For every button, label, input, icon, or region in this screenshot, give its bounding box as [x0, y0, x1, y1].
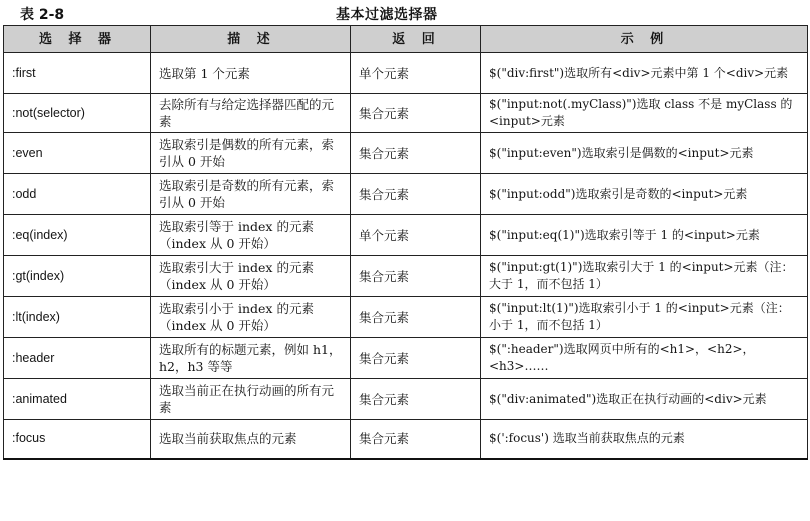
table-row	[4, 256, 808, 297]
cell-selector: :lt(index)	[4, 297, 151, 338]
header-description: 描 述	[151, 26, 351, 53]
cell-returns: 集合元素	[351, 133, 481, 174]
table-row	[4, 379, 808, 420]
cell-example: $("input:eq(1)")选取索引等于 1 的<input>元素	[481, 215, 808, 256]
cell-selector: :focus	[4, 420, 151, 459]
cell-example: $(':focus') 选取当前获取焦点的元素	[481, 420, 808, 459]
table-caption	[0, 0, 810, 24]
cell-description: 选取所有的标题元素，例如 h1，h2，h3 等等	[151, 338, 351, 379]
cell-selector: :not(selector)	[4, 94, 151, 133]
header-example: 示 例	[481, 26, 808, 53]
cell-returns: 集合元素	[351, 379, 481, 420]
cell-example: $("input:gt(1)")选取索引大于 1 的<input>元素（注：大于 1，而不包括 1）	[481, 256, 808, 297]
header-row	[4, 26, 808, 53]
cell-description: 选取当前正在执行动画的所有元素	[151, 379, 351, 420]
cell-returns: 集合元素	[351, 297, 481, 338]
table-row	[4, 133, 808, 174]
table-row	[4, 338, 808, 379]
selector-table	[3, 25, 808, 460]
cell-returns: 单个元素	[351, 53, 481, 94]
cell-returns: 集合元素	[351, 256, 481, 297]
header-returns: 返 回	[351, 26, 481, 53]
cell-description: 选取第 1 个元素	[151, 53, 351, 94]
table-row	[4, 297, 808, 338]
table-row	[4, 420, 808, 459]
cell-selector: :odd	[4, 174, 151, 215]
cell-example: $("input:lt(1)")选取索引小于 1 的<input>元素（注：小于 1，而不包括 1）	[481, 297, 808, 338]
table-row	[4, 215, 808, 256]
cell-returns: 集合元素	[351, 420, 481, 459]
cell-description: 选取索引是偶数的所有元素，索引从 0 开始	[151, 133, 351, 174]
cell-description: 选取当前获取焦点的元素	[151, 420, 351, 459]
cell-example: $("input:not(.myClass)")选取 class 不是 myClass 的<input>元素	[481, 94, 808, 133]
cell-description: 选取索引大于 index 的元素（index 从 0 开始）	[151, 256, 351, 297]
cell-selector: :even	[4, 133, 151, 174]
table-row	[4, 94, 808, 133]
cell-description: 选取索引小于 index 的元素（index 从 0 开始）	[151, 297, 351, 338]
cell-description: 去除所有与给定选择器匹配的元素	[151, 94, 351, 133]
cell-description: 选取索引等于 index 的元素（index 从 0 开始）	[151, 215, 351, 256]
table-title: 基本过滤选择器	[336, 7, 438, 23]
cell-returns: 单个元素	[351, 215, 481, 256]
cell-returns: 集合元素	[351, 174, 481, 215]
cell-selector: :gt(index)	[4, 256, 151, 297]
cell-example: $(":header")选取网页中所有的<h1>，<h2>，<h3>……	[481, 338, 808, 379]
cell-selector: :first	[4, 53, 151, 94]
cell-returns: 集合元素	[351, 338, 481, 379]
cell-description: 选取索引是奇数的所有元素，索引从 0 开始	[151, 174, 351, 215]
table-number: 表 2-8	[20, 7, 65, 23]
cell-example: $("div:first")选取所有<div>元素中第 1 个<div>元素	[481, 53, 808, 94]
cell-example: $("div:animated")选取正在执行动画的<div>元素	[481, 379, 808, 420]
cell-selector: :eq(index)	[4, 215, 151, 256]
table-row	[4, 53, 808, 94]
cell-example: $("input:even")选取索引是偶数的<input>元素	[481, 133, 808, 174]
cell-example: $("input:odd")选取索引是奇数的<input>元素	[481, 174, 808, 215]
cell-returns: 集合元素	[351, 94, 481, 133]
cell-selector: :header	[4, 338, 151, 379]
table-row	[4, 174, 808, 215]
header-selector: 选 择 器	[4, 26, 151, 53]
cell-selector: :animated	[4, 379, 151, 420]
